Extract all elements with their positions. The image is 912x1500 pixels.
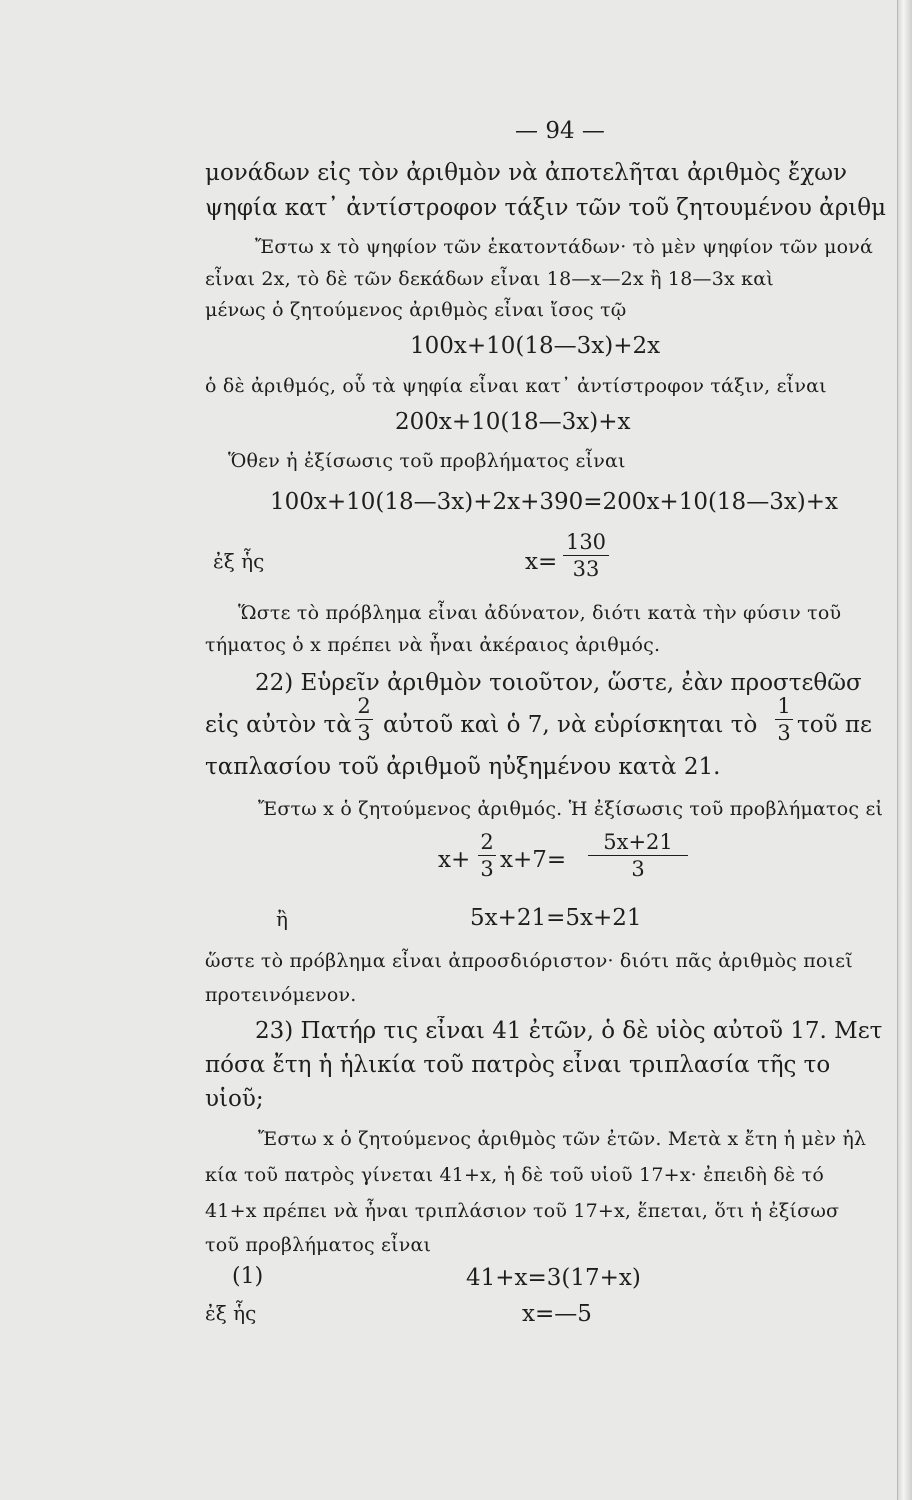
- equation-5: 5x+21=5x+21: [470, 905, 642, 931]
- fraction-denominator: 3: [480, 857, 494, 881]
- fraction-1-3: [775, 694, 793, 745]
- ex-is-label-1: ἐξ ἧς: [213, 549, 265, 573]
- page-edge: [897, 0, 912, 1500]
- equation-7: x=—5: [522, 1301, 592, 1327]
- text-line-2: ψηφία κατ᾽ ἀντίστροφον τάξιν τῶν τοῦ ζητουμένου ἀριθμ: [205, 195, 887, 221]
- text-line-5: μένως ὁ ζητούμενος ἀριθμὸς εἶναι ἴσος τῷ: [205, 299, 627, 321]
- text-line-18: υἱοῦ;: [205, 1086, 264, 1112]
- fraction-numerator: 5x+21: [588, 830, 688, 856]
- equation-2: 200x+10(18—3x)+x: [395, 409, 631, 435]
- fraction-numerator: 2: [355, 694, 373, 720]
- equation-label-1: (1): [232, 1264, 264, 1289]
- text-line-3: Ἔστω x τὸ ψηφίον τῶν ἑκατοντάδων· τὸ μὲν ψηφίον τῶν μονά: [255, 236, 874, 258]
- text-line-7: Ὅθεν ἡ ἐξίσωσις τοῦ προβλήματος εἶναι: [228, 450, 626, 472]
- text-line-19: Ἔστω x ὁ ζητούμενος ἀριθμὸς τῶν ἐτῶν. Μετὰ x ἔτη ἡ μὲν ἡλ: [258, 1128, 867, 1150]
- equation-6: 41+x=3(17+x): [466, 1265, 641, 1291]
- ex-is-label-2: ἐξ ἧς: [205, 1301, 257, 1325]
- text-line-17: πόσα ἔτη ἡ ἡλικία τοῦ πατρὸς εἶναι τριπλασία τῆς το: [205, 1052, 831, 1078]
- text-line-21: 41+x πρέπει νὰ ἦναι τριπλάσιον τοῦ 17+x, ἕπεται, ὅτι ἡ ἐξίσωσ: [205, 1200, 840, 1222]
- text-line-1: μονάδων εἰς τὸν ἀριθμὸν νὰ ἀποτελῆται ἀριθμὸς ἔχων: [205, 160, 848, 186]
- fraction-130-33: [563, 530, 609, 581]
- fraction-denominator: 33: [572, 557, 600, 581]
- text-line-12: ταπλασίου τοῦ ἀριθμοῦ ηὐξημένου κατὰ 21.: [205, 754, 721, 780]
- text-line-8: Ὥστε τὸ πρόβλημα εἶναι ἀδύνατον, διότι κατὰ τὴν φύσιν τοῦ: [238, 602, 842, 624]
- fraction-2-3-eq: [478, 830, 496, 881]
- text-line-14: ὥστε τὸ πρόβλημα εἶναι ἀπροσδιόριστον· διότι πᾶς ἀριθμὸς ποιεῖ: [205, 950, 853, 972]
- fraction-denominator: 3: [357, 721, 371, 745]
- text-line-11c: τοῦ πε: [797, 712, 872, 738]
- fraction-2-3: [355, 694, 373, 745]
- text-line-11b: αὐτοῦ καὶ ὁ 7, νὰ εὑρίσκηται τὸ: [383, 712, 758, 738]
- fraction-5x21-3: [588, 830, 688, 881]
- equation-4-start: x+: [438, 847, 471, 873]
- equation-3: 100x+10(18—3x)+2x+390=200x+10(18—3x)+x: [270, 489, 839, 515]
- equation-4-middle: x+7=: [500, 847, 567, 873]
- equation-1: 100x+10(18—3x)+2x: [410, 333, 661, 359]
- page-number: — 94 —: [515, 118, 605, 144]
- text-line-22: τοῦ προβλήματος εἶναι: [205, 1234, 432, 1256]
- text-line-9: τήματος ὁ x πρέπει νὰ ἦναι ἀκέραιος ἀριθμός.: [205, 634, 661, 656]
- text-line-11a: εἰς αὐτὸν τὰ: [205, 712, 352, 738]
- text-line-4: εἶναι 2x, τὸ δὲ τῶν δεκάδων εἶναι 18—x—2x ἢ 18—3x καὶ: [205, 268, 774, 290]
- text-line-6: ὁ δὲ ἀριθμός, οὗ τὰ ψηφία εἶναι κατ᾽ ἀντίστροφον τάξιν, εἶναι: [205, 375, 827, 397]
- fraction-denominator: 3: [631, 857, 645, 881]
- problem-22-heading: 22) Εὑρεῖν ἀριθμὸν τοιοῦτον, ὥστε, ἐὰν προστεθῶσ: [255, 670, 862, 696]
- text-line-15: προτεινόμενον.: [205, 984, 357, 1006]
- fraction-numerator: 1: [775, 694, 793, 720]
- x-equals: x=: [525, 549, 558, 575]
- text-line-20: κία τοῦ πατρὸς γίνεται 41+x, ἡ δὲ τοῦ υἱοῦ 17+x· ἐπειδὴ δὲ τό: [205, 1164, 824, 1186]
- or-label: ἢ: [276, 907, 288, 931]
- text-line-13: Ἔστω x ὁ ζητούμενος ἀριθμός. Ἡ ἐξίσωσις τοῦ προβλήματος εἰ: [258, 798, 884, 820]
- fraction-numerator: 2: [478, 830, 496, 856]
- fraction-denominator: 3: [777, 721, 791, 745]
- fraction-numerator: 130: [563, 530, 609, 556]
- problem-23-heading: 23) Πατήρ τις εἶναι 41 ἐτῶν, ὁ δὲ υἱὸς αὐτοῦ 17. Μετ: [255, 1018, 883, 1044]
